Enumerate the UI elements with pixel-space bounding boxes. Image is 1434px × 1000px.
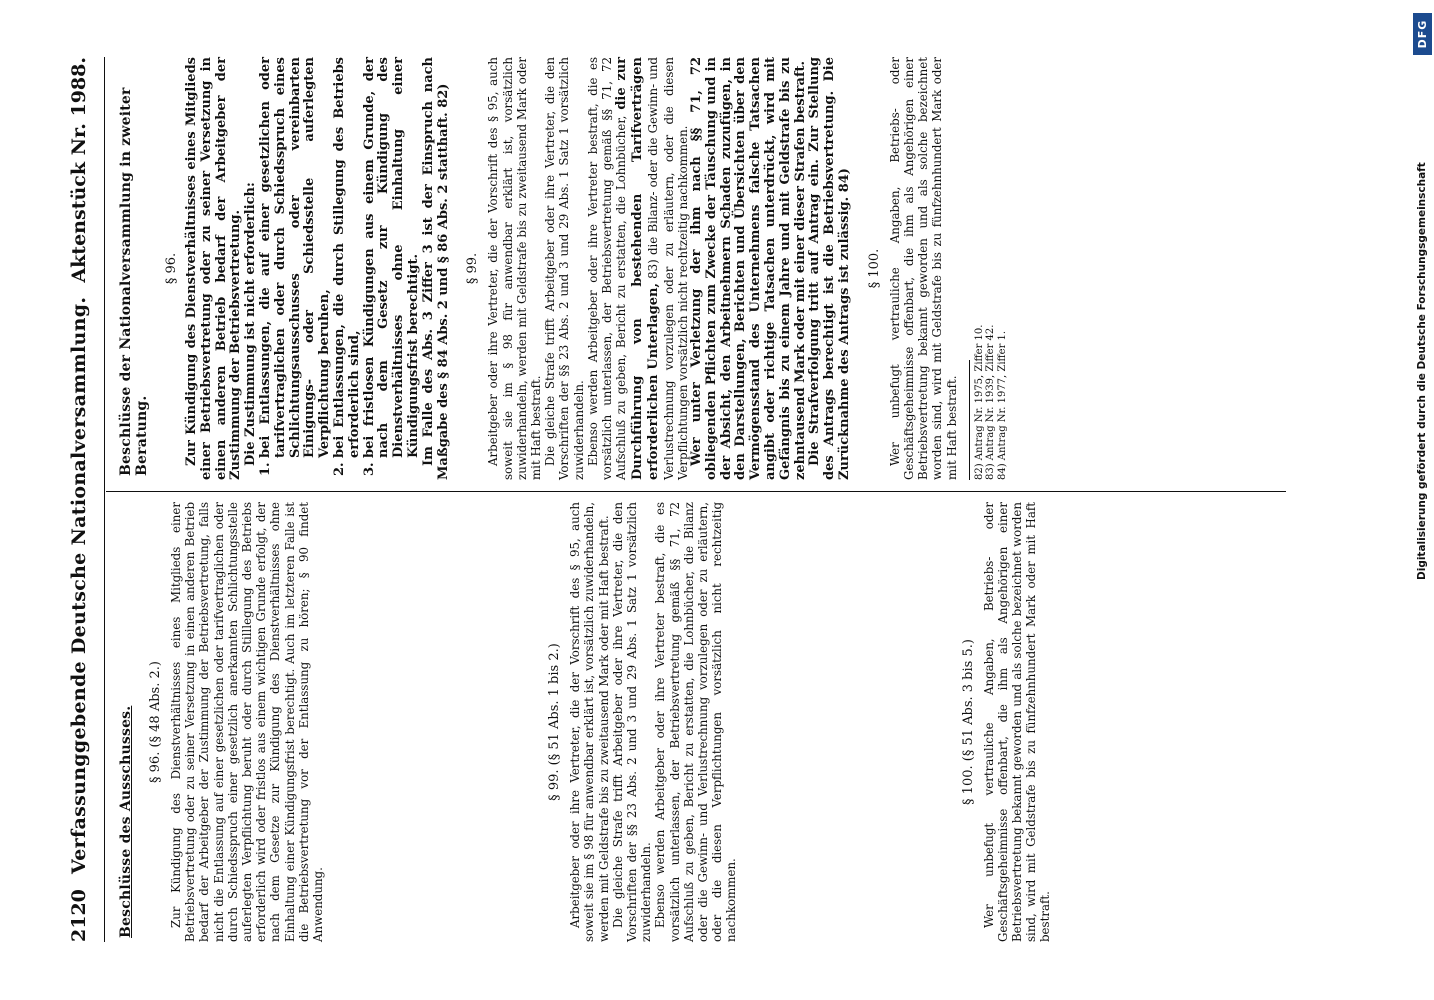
column-divider [106,491,1286,492]
list-item-number: 1. [257,462,273,476]
list-item-number: 3. [361,462,377,476]
right-s99-paragraph-5: Die Strafverfolgung tritt auf Antrag ein. Zur Stellung des Antrags berechtigt ist die Betriebsvertretung. Die Zurücknahme des Antrags ist zulässig. 84) [807,57,852,480]
footnote: 84) Antrag Nr. 1977, Ziffer 1. [996,330,1008,480]
right-s99-paragraph-3 [586,57,690,480]
right-s99-p3-part-a: Ebenso werden Arbeitgeber oder ihre Vertreter bestraft, die es vorsätzlich unterlassen, der Betriebsvertretung gemäß §§ 71, 72 Aufschluß zu geben, Bericht zu erstatten, die Lohnbücher, [585,57,629,480]
left-s100-heading: § 100. (§ 51 Abs. 3 bis 5.) [960,639,976,805]
left-s99-paragraph-2: Die gleiche Strafe trifft Arbeitgeber oder ihre Vertreter, die den Vorschriften der §§ 23 Abs. 2 und 3 und 29 Abs. 1 Satz 1 vorsätzlich zuwiderhandeln. [610,502,654,942]
footnote: 83) Antrag Nr. 1939, Ziffer 42. [985,324,997,480]
digitization-credit: Digitalisierung gefördert durch die Deutsche Forschungsgemeinschaft [1416,162,1428,580]
left-s96-heading: § 96. (§ 48 Abs. 2.) [148,661,163,783]
list-item-text: bei fristlosen Kündigungen aus einem Grunde, der nach dem Gesetz zur Kündigung des Dienstverhältnisses ohne Einhaltung einer Kündigungsfrist berechtigt. [361,57,421,458]
running-header [68,57,102,942]
right-s96-intro: Die Zustimmung ist nicht erforderlich: [243,182,259,466]
list-item [333,57,363,480]
page-body [60,57,1415,942]
right-s100-text: Wer unbefugt vertrauliche Angaben, Betriebs- oder Geschäftsgeheimnisse offenbart, die ihm als Angehörigen einer Betriebsvertretung bekannt geworden und als solche bezeichnet worden sind, wird mit Geldstrafe bis zu fünfzehnhundert Mark oder mit Haft bestraft. [887,57,959,480]
page-number: 2120 [68,889,90,942]
document-reference: Aktenstück Nr. 1988. [68,57,90,283]
right-s96-heading: § 96. [164,252,179,285]
right-s99-heading: § 99. [465,252,481,285]
right-s99-p3-part-c: 83) die Bilanz- oder die Gewinn- und Verlustrechnung vorzulegen oder zu erläutern, oder die diesen Verpflichtungen vorsätzlich nicht rechtzeitig nachkommen. [645,57,690,480]
footnote: 82) Antrag Nr. 1975, Ziffer 10. [973,324,985,480]
right-s99-paragraph-2: Die gleiche Strafe trifft Arbeitgeber oder ihre Vertreter, die den Vorschriften der §§ 23 Abs. 2 und 3 und 29 Abs. 1 Satz 1 vorsätzlich zuwiderhandeln. [543,57,586,480]
list-item-text: bei Entlassungen, die durch Stillegung des Betriebs erforderlich sind, [331,57,362,458]
footnote-rule [969,360,970,480]
spacer [739,502,947,942]
right-s99-p3-bold-insert: die zur Durchführung von bestehenden Tarifverträgen erforderlichen Unterlagen, [614,57,661,480]
right-s99-paragraph-1: Arbeitgeber oder ihre Vertreter, die der Vorschrift des § 95, auch soweit sie im § 98 für anwendbar erklärt ist, vorsätzlich zuwiderhandeln, werden mit Geldstrafe bis zu zweitausend Mark oder mit Haft bestraft. [486,57,543,480]
assembly-column-heading: Beschlüsse der Nationalversammlung in zweiter Beratung. [118,87,150,476]
page-title: Verfassunggebende Deutsche Nationalversammlung. [68,296,90,874]
left-s100-text: Wer unbefugt vertrauliche Angaben, Betriebs- oder Geschäftsgeheimnisse offenbart, die ihm als Angehörigen einer Betriebsvertretung bekannt geworden und als solche bezeichnet worden sind, wird mit Geldstrafe bis zu fünfzehnhundert Mark oder mit Haft bestraft. [981,502,1053,942]
left-s99-paragraph-3: Ebenso werden Arbeitgeber oder ihre Vertreter bestraft, die es vorsätzlich unterlassen, der Betriebsvertretung gemäß §§ 71, 72 Aufschluß zu geben, Bericht zu erstatten, die Lohnbücher, die Bilanz oder die Gewinn- und Verlustrechnung vorzulegen oder zu erläutern, oder die diesen Verpflichtungen vorsätzlich nicht rechtzeitig nachkommen. [653,502,739,942]
list-item-number: 2. [331,462,347,476]
list-item [259,57,333,480]
right-s96-list [259,57,422,480]
list-item [363,57,422,480]
right-s99-paragraph-4: Wer unter Verletzung der ihm nach §§ 71, 72 obliegenden Pflichten zum Zwecke der Täuschung und in der Absicht, den Arbeitnehmern Schaden zuzufügen, in den Darstellungen, Berichten und Übersichten über den Vermögensstand des Unternehmens falsche Tatsachen angibt oder richtige Tatsachen unterdrückt, wird mit Gefängnis bis zu einem Jahre und mit Geldstrafe bis zu zehntausend Mark oder mit einer dieser Strafen bestraft. [688,57,808,480]
left-s99-heading: § 99. (§ 51 Abs. 1 bis 2.) [547,643,563,801]
digitization-sidebar [1412,0,1434,1000]
sidebar-rotated [1412,0,1434,1000]
spacer [325,502,533,942]
right-s96-bold-text: Zur Kündigung des Dienstverhältnisses eines Mitglieds einer Betriebsvertretung oder zu seiner Versetzung in einen anderen Betrieb bedarf der Arbeitgeber der Zustimmung der Betriebsvertretung. [184,57,244,480]
dfg-logo-icon: DFG [1413,13,1432,55]
left-s99-paragraph-1: Arbeitgeber oder ihre Vertreter, die der Vorschrift des § 95, auch soweit sie im § 98 für anwendbar erklärt ist, vorsätzlich zuwiderhandeln, werden mit Geldstrafe bis zu zweitausend Mark oder mit Haft bestraft. [568,502,611,942]
right-s96-closing: Im Falle des Abs. 3 Ziffer 3 ist der Einspruch nach Maßgabe des § 84 Abs. 2 und § 86 Abs. 2 statthaft. 82) [420,57,451,480]
list-item-text: bei Entlassungen, die auf einer gesetzlichen oder tarifvertraglichen oder durch Schiedsspruch eines Schlichtungsausschusses oder vereinbarten Einigungs- oder Schiedsstelle auferlegten Verpflichtung beruhen, [257,57,333,458]
committee-column [116,502,1053,942]
assembly-column [116,57,1008,480]
right-s100-heading: § 100. [866,248,882,289]
header-rule [104,57,105,942]
rotated-page-content [60,0,1415,1000]
committee-column-heading: Beschlüsse des Ausschusses. [118,705,134,938]
left-s96-text: Zur Kündigung des Dienstverhältnisses eines Mitglieds einer Betriebsvertretung oder zu seiner Versetzung in einen anderen Betrieb bedarf der Arbeitgeber der Zustimmung der Betriebsvertretung, falls nicht die Entlassung auf einer gesetzlichen oder tarifvertraglichen oder durch Schiedsspruch einer gesetzlich anerkannten Schlichtungsstelle auferlegten Verpflichtung beruht oder durch Stilllegung des Betriebs erforderlich wird oder fristlos aus einem wichtigen Grunde erfolgt, der nach dem Gesetze zur Kündigung des Dienstverhältnisses ohne Einhaltung einer Kündigungsfrist berechtigt. Auch im letzteren Falle ist die Betriebsvertretung vor der Entlassung zu hören; § 90 findet Anwendung. [169,502,326,942]
